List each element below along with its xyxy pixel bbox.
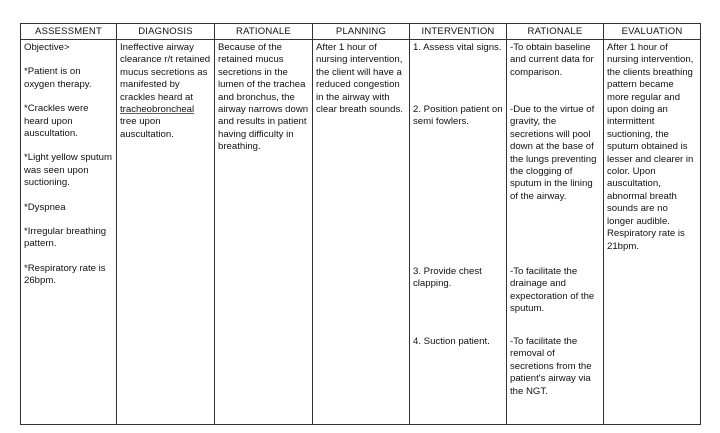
evaluation-cell: After 1 hour of nursing intervention, the clients breathing pattern became more regular and upon doing an intermittent suctioning, the sputum obtained is lesser and clearer in color. Upon auscultation, abnormal breath sounds are no longer audible. Respiratory rate is 21bpm. [604,40,701,425]
header-planning: PLANNING [313,24,410,40]
intervention-item: 4. Suction patient. [413,336,490,347]
nursing-care-plan [20,23,700,415]
header-assessment: ASSESSMENT [21,24,117,40]
assessment-line: *Dyspnea [24,201,66,213]
assessment-line: *Irregular breathing pattern. [24,226,107,250]
header-row [21,24,701,40]
assessment-line: *Light yellow sputum was seen upon suctioning. [24,152,112,189]
intervention-stack [413,42,503,422]
planning-cell: After 1 hour of nursing intervention, the client will have a reduced congestion in the airway with clear breath sounds. [313,40,410,425]
care-plan-table [20,23,701,425]
assessment-line: *Crackles were heard upon auscultation. [24,103,89,140]
rationale-2-item: -To obtain baseline and current data for comparison. [510,42,594,78]
intervention-cell [410,40,507,425]
diagnosis-text-end: tree upon auscultation. [120,116,174,140]
intervention-item: 2. Position patient on semi fowlers. [413,104,503,128]
assessment-cell [21,40,117,425]
assessment-line: Objective> [24,42,70,53]
diagnosis-text: Ineffective airway clearance r/t retained mucus secretions as manifested by crackles heard at [120,42,211,103]
assessment-line: *Patient is on oxygen therapy. [24,66,92,90]
intervention-item: 1. Assess vital signs. [413,42,502,53]
rationale-2-item: -To facilitate the removal of secretions from the patient's airway via the NGT. [510,336,592,397]
header-diagnosis: DIAGNOSIS [117,24,215,40]
diagnosis-cell [117,40,215,425]
header-intervention: INTERVENTION [410,24,507,40]
rationale-cell: Because of the retained mucus secretions in the lumen of the trachea and bronchus, the airway narrows down and results in patient having difficulty in breathing. [215,40,313,425]
content-row [21,40,701,425]
diagnosis-underlined-term: tracheobroncheal [120,104,195,116]
rationale-2-item: -Due to the virtue of gravity, the secretions will pool down at the base of the lungs preventing the clogging of sputum in the lining of the airway. [510,104,597,202]
assessment-line: *Respiratory rate is 26bpm. [24,262,106,287]
header-rationale-2: RATIONALE [507,24,604,40]
rationale-2-stack [510,42,600,422]
rationale-2-cell [507,40,604,425]
header-rationale: RATIONALE [215,24,313,40]
intervention-item: 3. Provide chest clapping. [413,266,482,290]
rationale-2-item: -To facilitate the drainage and expectoration of the sputum. [510,266,595,315]
header-evaluation: EVALUATION [604,24,701,40]
